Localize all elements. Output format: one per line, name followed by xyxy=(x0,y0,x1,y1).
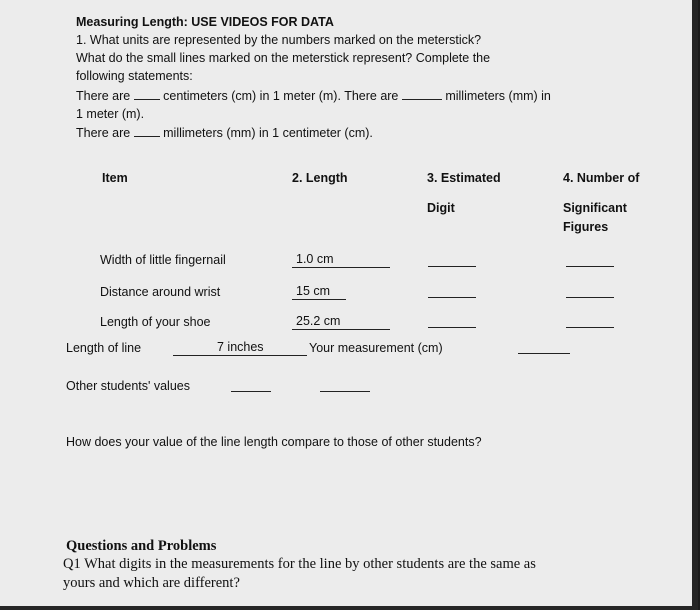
other-students-blank-1[interactable] xyxy=(231,391,271,392)
other-students-label: Other students' values xyxy=(66,379,190,393)
row-wrist-label: Distance around wrist xyxy=(100,285,221,299)
line-length-label: Length of line xyxy=(66,341,142,355)
row-fingernail-estimated-blank[interactable] xyxy=(428,266,476,267)
blank-cm-per-m[interactable] xyxy=(134,88,160,100)
q1-line-1: Q1 What digits in the measurements for the line by other students are the same as xyxy=(63,556,536,572)
blank-mm-per-m[interactable] xyxy=(402,88,442,100)
other-students-blank-2[interactable] xyxy=(320,391,370,392)
row-wrist-length[interactable]: 15 cm xyxy=(292,283,346,300)
statement-2: There are millimeters (mm) in 1 centimeter (cm). xyxy=(76,126,373,140)
blank-mm-per-cm[interactable] xyxy=(134,125,160,137)
line-length-value[interactable]: 7 inches xyxy=(173,339,307,356)
statement-1-cont: 1 meter (m). xyxy=(76,107,145,121)
row-wrist-estimated-blank[interactable] xyxy=(428,297,476,298)
your-measurement-blank[interactable] xyxy=(518,353,570,354)
question-1-line-1: 1. What units are represented by the numbers marked on the meterstick? xyxy=(76,33,482,47)
questions-heading: Questions and Problems xyxy=(66,538,217,554)
header-sigfigs-2: Significant xyxy=(563,201,627,215)
row-shoe-label: Length of your shoe xyxy=(100,315,211,329)
header-length: 2. Length xyxy=(292,171,348,185)
worksheet-title: Measuring Length: USE VIDEOS FOR DATA xyxy=(76,15,334,29)
row-fingernail-sigfig-blank[interactable] xyxy=(566,266,614,267)
header-sigfigs: 4. Number of xyxy=(563,171,640,185)
row-shoe-estimated-blank[interactable] xyxy=(428,327,476,328)
header-item: Item xyxy=(102,171,128,185)
header-estimated-2: Digit xyxy=(427,201,455,215)
question-1-line-2: What do the small lines marked on the meterstick represent? Complete the xyxy=(76,51,491,65)
statement-1: There are centimeters (cm) in 1 meter (m). There are millimeters (mm) in xyxy=(76,89,551,103)
your-measurement-label: Your measurement (cm) xyxy=(309,341,443,355)
row-fingernail-length[interactable]: 1.0 cm xyxy=(292,251,390,268)
question-1-line-3: following statements: xyxy=(76,69,193,83)
row-fingernail-label: Width of little fingernail xyxy=(100,253,226,267)
header-estimated: 3. Estimated xyxy=(427,171,501,185)
row-shoe-sigfig-blank[interactable] xyxy=(566,327,614,328)
q1-line-2: yours and which are different? xyxy=(63,575,240,591)
compare-question: How does your value of the line length compare to those of other students? xyxy=(66,435,482,449)
row-wrist-sigfig-blank[interactable] xyxy=(566,297,614,298)
row-shoe-length[interactable]: 25.2 cm xyxy=(292,313,390,330)
header-sigfigs-3: Figures xyxy=(563,220,609,234)
